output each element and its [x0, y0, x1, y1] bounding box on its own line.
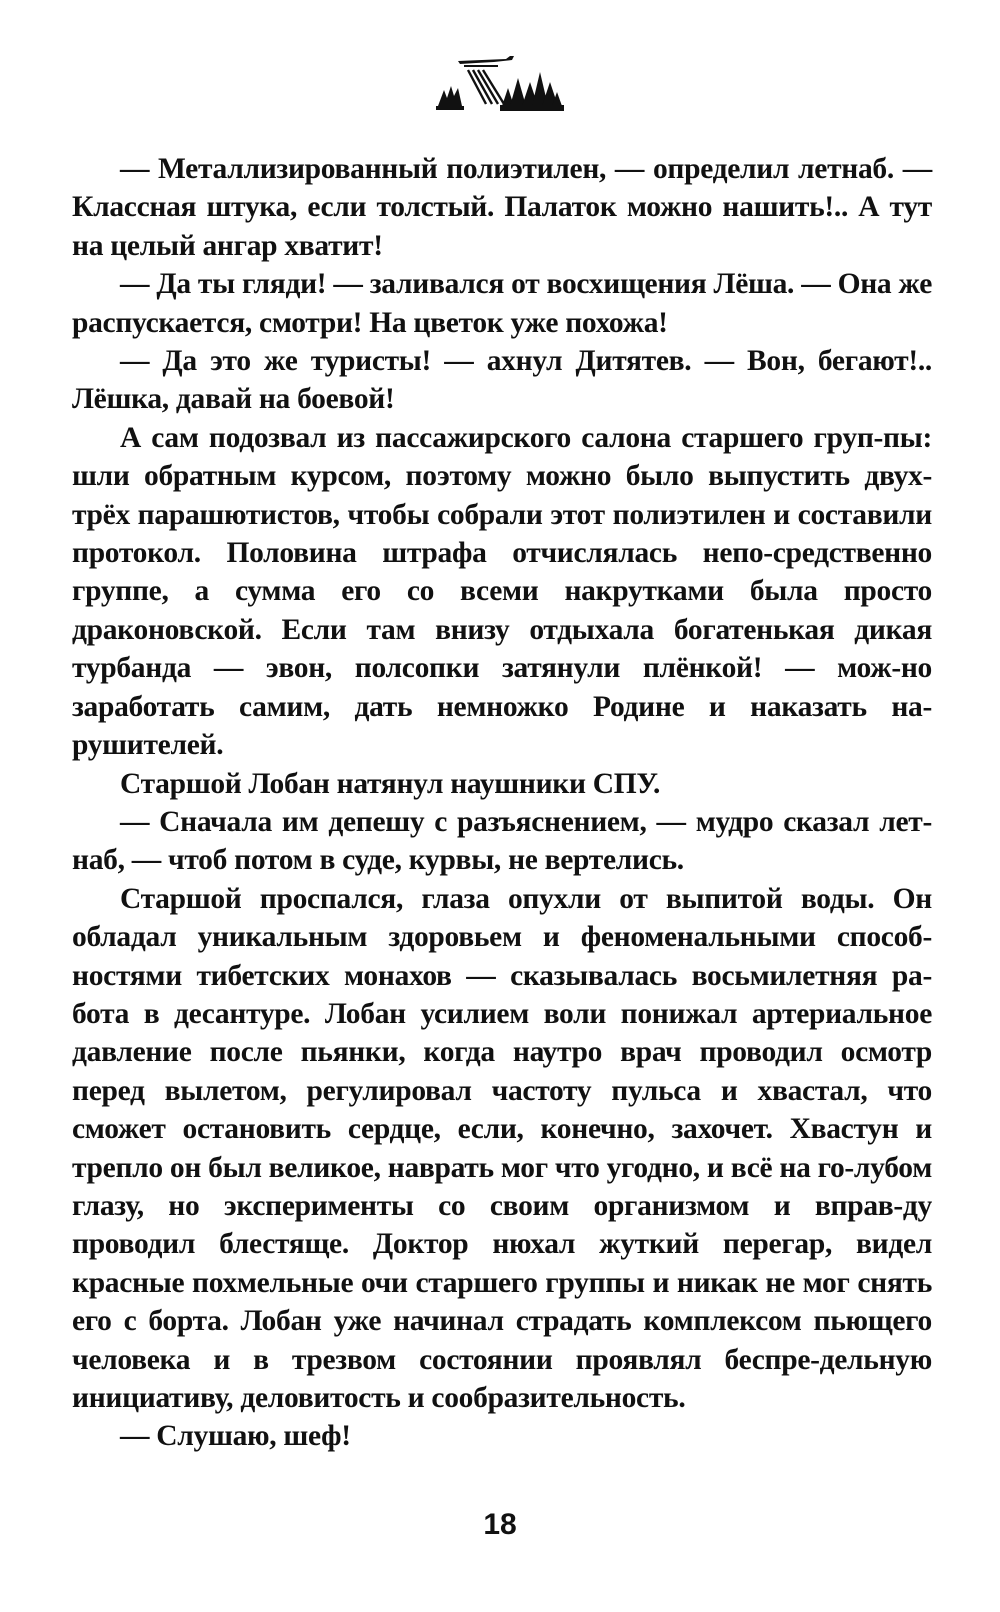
- plane-over-forest-emblem-icon: [436, 52, 564, 118]
- paragraph: — Да это же туристы! — ахнул Дитятев. — Вон, бегают!.. Лёшка, давай на боевой!: [72, 345, 932, 416]
- paragraph: Старшой Лобан натянул наушники СПУ.: [120, 767, 661, 800]
- main-text: [72, 150, 932, 1456]
- paragraph: — Сначала им депешу с разъяснением, — мудро сказал лет-наб, — чтоб потом в суде, курвы, не вертелись.: [72, 805, 932, 877]
- paragraph: А сам подозвал из пассажирского салона старшего груп-пы: шли обратным курсом, поэтому можно было выпустить двух-трёх парашютистов, чтобы собрали этот полиэтилен и составили протокол. Половина штрафа отчислялась непо-средственно группе, а сумма его со всеми накрутками была просто драконовской. Если там внизу отдыхала богатенькая дикая турбанда — эвон, полсопки затянули плёнкой! — мож-но заработать самим, дать немножко Родине и наказать на-рушителей.: [72, 421, 932, 762]
- paragraph: — Металлизированный полиэтилен, — определил летнаб. — Классная штука, если толстый. Палаток можно нашить!.. А тут на целый ангар хватит!: [72, 153, 932, 262]
- paragraph: Старшой проспался, глаза опухли от выпитой воды. Он обладал уникальным здоровьем и феноменальными способ-ностями тибетских монахов — сказывалась восьмилетняя ра-бота в десантуре. Лобан усилием воли понижал артериальное давление после пьянки, когда наутро врач проводил осмотр перед вылетом, регулировал частоту пульса и хвастал, что сможет остановить сердце, если, конечно, захочет. Хвастун и трепло он был великое, наврать мог что угодно, и всё на го-лубом глазу, но эксперименты со своим организмом и вправ-ду проводил блестяще. Доктор нюхал жуткий перегар, видел красные похмельные очи старшего группы и никак не мог снять его с борта. Лобан уже начинал страдать комплексом пьющего человека и в трезвом состоянии проявлял беспре-дельную инициативу, деловитость и сообразительность.: [72, 882, 932, 1414]
- paragraph: — Да ты гляди! — заливался от восхищения Лёша. — Она же распускается, смотри! На цветок уже похожа!: [72, 268, 932, 339]
- paragraph: — Слушаю, шеф!: [120, 1420, 351, 1453]
- page-number: 18: [483, 1508, 517, 1541]
